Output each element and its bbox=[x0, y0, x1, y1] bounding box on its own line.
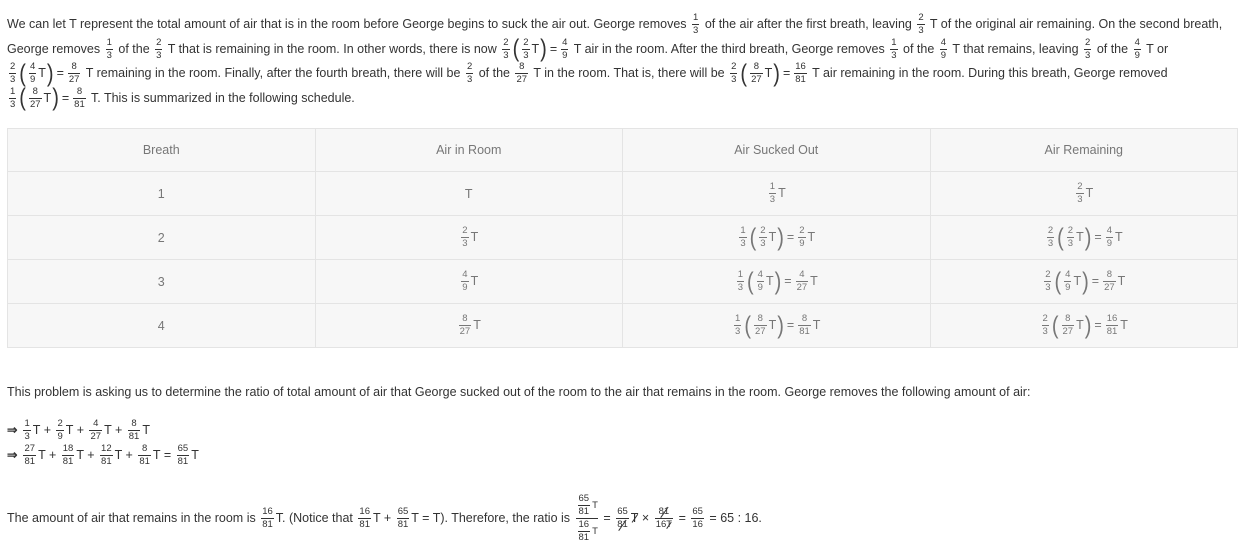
sum-expression-terms: ⇒ $\frac{1}{3}$ T + $\frac{2}{9}$ T + $\frac{4}{27}$ T + $\frac{8}{81}$ T bbox=[7, 418, 150, 443]
header-air-remaining: Air Remaining bbox=[930, 129, 1238, 172]
table-row: 4 $\frac{8}{27}$ T $\frac{1}{3}$ ( $\frac{8}{27}$ T) = $\frac{8}{81}$ T $\frac{2}{3}$ ( $\frac{8}{27}$ T) = $\frac{16}{81}$ T bbox=[8, 304, 1238, 348]
complex-fraction: $\frac{65}{81}$ T $\frac{16}{81}$ T bbox=[576, 493, 598, 544]
sum-expression-common-denominator: ⇒ $\frac{27}{81}$ T + $\frac{18}{81}$ T + $\frac{12}{81}$ T + $\frac{8}{81}$ T = $\frac{65}{81}$ T bbox=[7, 443, 199, 468]
table-row: 2 $\frac{2}{3}$ T $\frac{1}{3}$ ( $\frac{2}{3}$ T) = $\frac{2}{9}$ T $\frac{2}{3}$ ( $\frac{2}{3}$ T) = $\frac{4}{9}$ T bbox=[8, 216, 1238, 260]
table-row: 3 $\frac{4}{9}$ T $\frac{1}{3}$ ( $\frac{4}{9}$ T) = $\frac{4}{27}$ T $\frac{2}{3}$ ( $\frac{4}{9}$ T) = $\frac{8}{27}$ T bbox=[8, 260, 1238, 304]
header-air-in-room: Air in Room bbox=[315, 129, 623, 172]
ratio-conclusion: The amount of air that remains in the room is $\frac{16}{81}$ T. (Notice that $\frac{16}{81}$ T + $\frac{65}{81}$ T = T). Therefore, the ratio is $\frac{65}{81}$ T $\frac{16}{81}$ T = $\frac{65}{81}$ T × $\frac{81}{16T}$ = $\frac{65}{16}$ = 65 : 16. bbox=[7, 493, 762, 543]
fraction-two-thirds: $\frac{2}{3}$ bbox=[918, 12, 924, 37]
fraction-one-third: $\frac{1}{3}$ bbox=[693, 12, 699, 37]
table-header-row bbox=[8, 129, 1238, 172]
breath-schedule-table bbox=[7, 128, 1238, 348]
header-breath: Breath bbox=[8, 129, 316, 172]
explanation-paragraph: We can let T represent the total amount of air that is in the room before George begins to suck the air out. George removes $\frac{1}{3}$ of the air after the first breath, leaving $\frac{2}{3}$ T of the original air remaining. On the second breath, George removes $\frac{1}{3}$ of the $\frac{2}{3}$ T that is remaining in the room. In other words, there is now $\frac{2}{3}$ ( $\frac{2}{3}$ T) = $\frac{4}{9}$ T air in the room. After the third breath, George removes $\frac{1}{3}$ of the $\frac{4}{9}$ T that remains, leaving $\frac{2}{3}$ of the $\frac{4}{9}$ T or $\frac{2}{3}$ ( $\frac{4}{9}$ T) = $\frac{8}{27}$ T remaining in the room. Finally, after the fourth breath, there will be $\frac{2}{3}$ of the $\frac{8}{27}$ T in the room. That is, there will be $\frac{2}{3}$ ( $\frac{8}{27}$ T) = $\frac{16}{81}$ T air remaining in the room. During this breath, George removed $\frac{1}{3}$ ( $\frac{8}{27}$ T) = $\frac{8}{81}$ T. This is summarized in the following schedule. bbox=[7, 12, 1223, 112]
header-air-sucked-out: Air Sucked Out bbox=[623, 129, 931, 172]
table-row: 1 T $\frac{1}{3}$ T $\frac{2}{3}$ T bbox=[8, 172, 1238, 216]
analysis-text: This problem is asking us to determine the ratio of total amount of air that George sucked out of the room to the air that remains in the room. George removes the following amount of air: bbox=[7, 385, 1031, 399]
